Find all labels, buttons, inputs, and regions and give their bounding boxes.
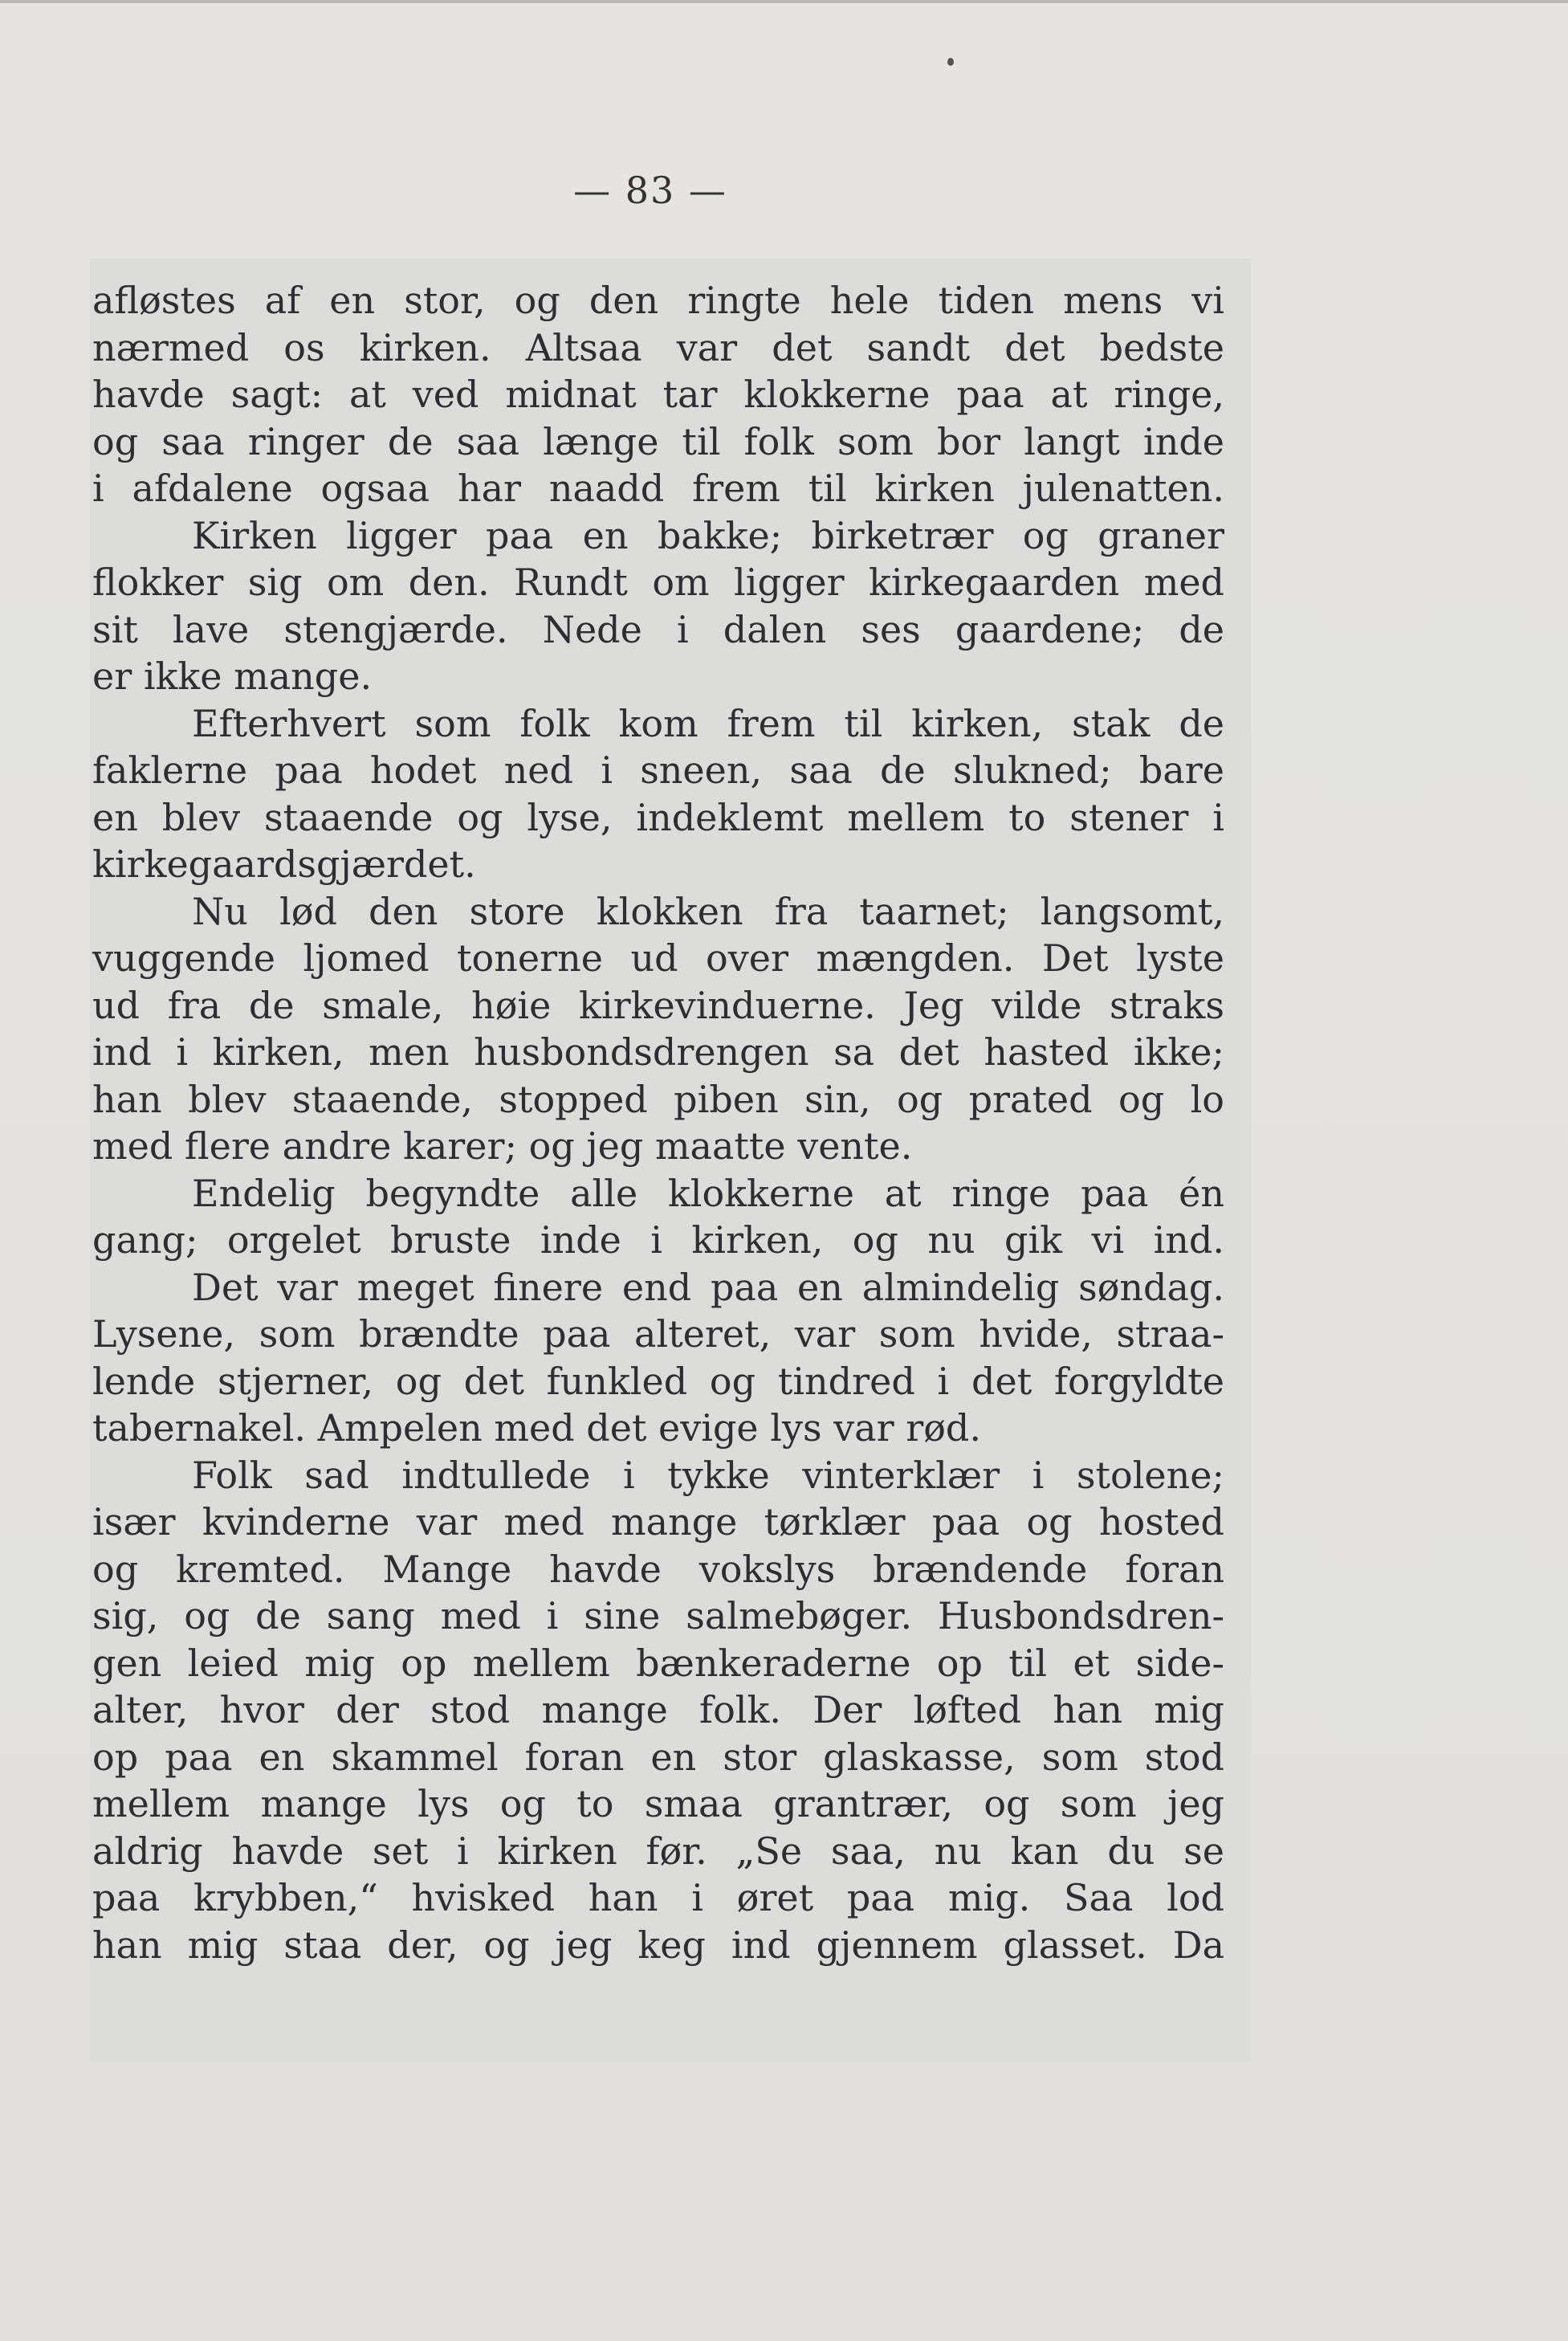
page-number: — 83 — [573,169,727,212]
text-line: op paa en skammel foran en stor glaskasse, som stod [92,1735,1224,1779]
page-top-edge [0,0,1568,3]
text-line: gen leied mig op mellem bænkeraderne op til et side- [92,1641,1224,1685]
text-line: vuggende ljomed tonerne ud over mængden. Det lyste [92,936,1224,980]
text-line: især kvinderne var med mange tørklær paa og hosted [92,1500,1224,1544]
text-line: aldrig havde set i kirken før. „Se saa, nu kan du se [92,1829,1224,1873]
text-line: nærmed os kirken. Altsaa var det sandt det bedste [92,325,1224,369]
text-line: afløstes af en stor, og den ringte hele tiden mens vi [92,279,1224,322]
ink-speck [947,58,954,66]
text-line: Nu lød den store klokken fra taarnet; langsomt, [192,889,1224,933]
text-line: sit lave stengjærde. Nede i dalen ses gaardene; de [92,607,1224,651]
text-line: og saa ringer de saa længe til folk som bor langt inde [92,419,1224,463]
text-line: Kirken ligger paa en bakke; birketrær og graner [192,513,1224,557]
text-line: flokker sig om den. Rundt om ligger kirkegaarden med [92,561,1224,604]
text-line: mellem mange lys og to smaa grantrær, og som jeg [92,1782,1224,1825]
text-line: er ikke mange. [92,655,373,698]
text-line: tabernakel. Ampelen med det evige lys var rød. [92,1406,981,1450]
text-line: Folk sad indtullede i tykke vinterklær i stolene; [192,1453,1224,1497]
text-line: ind i kirken, men husbondsdrengen sa det hasted ikke; [92,1030,1224,1074]
text-line: faklerne paa hodet ned i sneen, saa de slukned; bare [92,748,1224,792]
text-line: sig, og de sang med i sine salmebøger. Husbondsdren- [92,1594,1224,1637]
text-line: Det var meget finere end paa en almindelig søndag. [192,1265,1224,1309]
text-line: han mig staa der, og jeg keg ind gjennem glasset. Da [92,1923,1224,1967]
text-line: Lysene, som brændte paa alteret, var som hvide, straa- [92,1312,1224,1356]
text-line: lende stjerner, og det funkled og tindred i det forgyldte [92,1359,1224,1403]
text-line: kirkegaardsgjærdet. [92,842,476,886]
text-line: ud fra de smale, høie kirkevinduerne. Jeg vilde straks [92,983,1224,1027]
text-line: med flere andre karer; og jeg maatte vente. [92,1124,913,1168]
text-line: paa krybben,“ hvisked han i øret paa mig. Saa lod [92,1876,1224,1919]
text-line: en blev staaende og lyse, indeklemt mellem to stener i [92,795,1224,839]
text-line: Endelig begyndte alle klokkerne at ringe paa én [192,1171,1224,1215]
text-line: han blev staaende, stopped piben sin, og prated og lo [92,1077,1224,1121]
text-line: og kremted. Mange havde vokslys brændende foran [92,1547,1224,1591]
text-line: alter, hvor der stod mange folk. Der løfted han mig [92,1688,1224,1731]
text-line: havde sagt: at ved midnat tar klokkerne paa at ringe, [92,373,1224,416]
text-line: gang; orgelet bruste inde i kirken, og nu gik vi ind. [92,1218,1224,1262]
body-text [92,277,1224,1968]
text-line: Efterhvert som folk kom frem til kirken, stak de [192,701,1224,745]
text-line: i afdalene ogsaa har naadd frem til kirken julenatten. [92,467,1224,510]
